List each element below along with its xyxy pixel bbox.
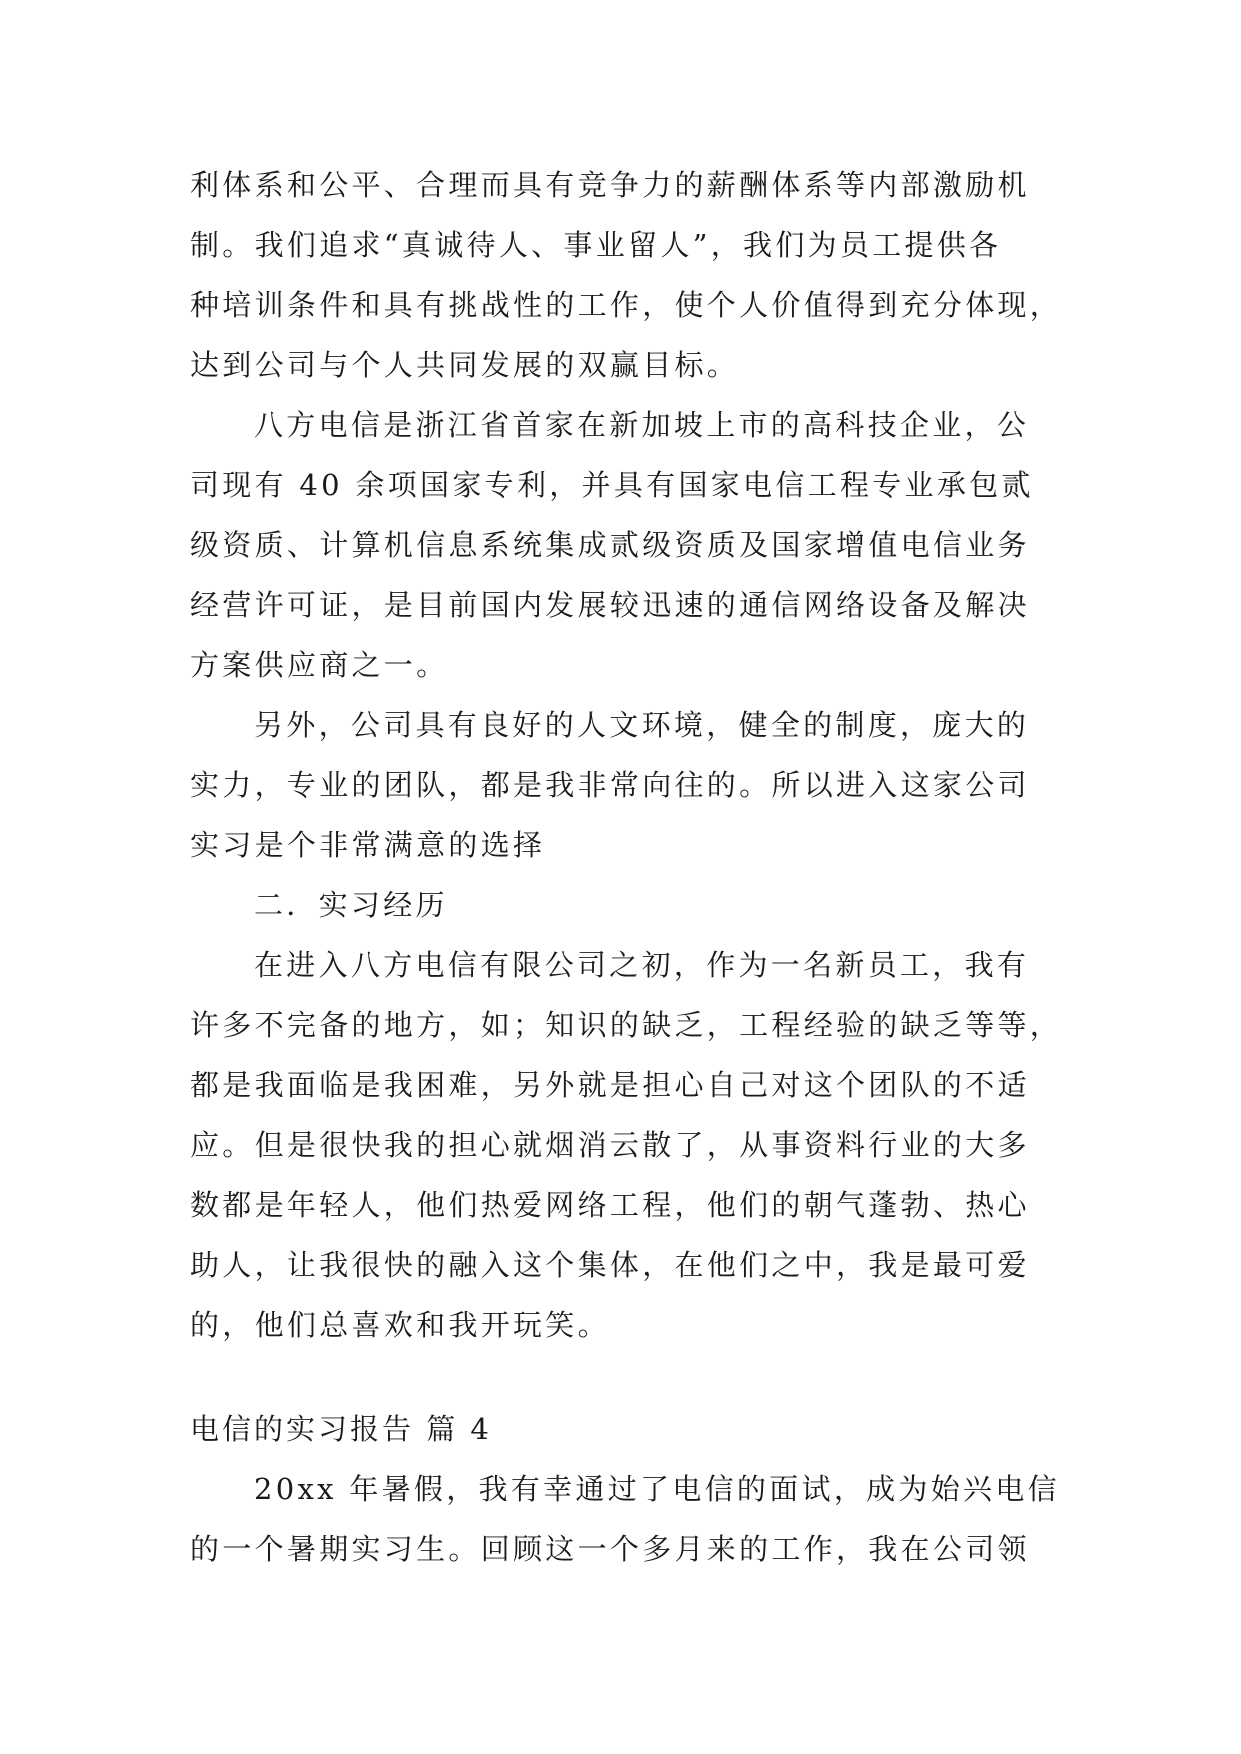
text-line: 八方电信是浙江省首家在新加坡上市的高科技企业，公 <box>254 408 1030 442</box>
text-line: 司现有 40 余项国家专利，并具有国家电信工程专业承包贰 <box>190 468 1034 502</box>
text-line: 另外，公司具有良好的人文环境，健全的制度，庞大的 <box>254 708 1030 742</box>
text-line: 应。但是很快我的担心就烟消云散了，从事资料行业的大多 <box>190 1128 1030 1162</box>
text-line: 数都是年轻人，他们热爱网络工程，他们的朝气蓬勃、热心 <box>190 1188 1030 1222</box>
text-line: 的，他们总喜欢和我开玩笑。 <box>190 1308 610 1342</box>
text-line: 达到公司与个人共同发展的双赢目标。 <box>190 348 740 382</box>
text-line: 经营许可证，是目前国内发展较迅速的通信网络设备及解决 <box>190 588 1030 622</box>
text-line: 制。我们追求“真诚待人、事业留人”，我们为员工提供各 <box>190 228 1002 262</box>
text-line: 方案供应商之一。 <box>190 648 449 682</box>
section-heading: 二．实习经历 <box>254 888 448 922</box>
text-line: 都是我面临是我困难，另外就是担心自己对这个团队的不适 <box>190 1068 1030 1102</box>
text-line: 实习是个非常满意的选择 <box>190 828 546 862</box>
text-line: 的一个暑期实习生。回顾这一个多月来的工作，我在公司领 <box>190 1532 1030 1566</box>
text-line: 许多不完备的地方，如；知识的缺乏，工程经验的缺乏等等， <box>190 1008 1063 1042</box>
text-line: 实力，专业的团队，都是我非常向往的。所以进入这家公司 <box>190 768 1030 802</box>
text-line: 利体系和公平、合理而具有竞争力的薪酬体系等内部激励机 <box>190 168 1030 202</box>
text-line: 级资质、计算机信息系统集成贰级资质及国家增值电信业务 <box>190 528 1030 562</box>
text-line: 在进入八方电信有限公司之初，作为一名新员工，我有 <box>254 948 1030 982</box>
text-line: 助人，让我很快的融入这个集体，在他们之中，我是最可爱 <box>190 1248 1030 1282</box>
text-line: 种培训条件和具有挑战性的工作，使个人价值得到充分体现， <box>190 288 1063 322</box>
text-line: 20xx 年暑假，我有幸通过了电信的面试，成为始兴电信 <box>254 1472 1060 1506</box>
article-title: 电信的实习报告 篇 4 <box>190 1412 492 1446</box>
